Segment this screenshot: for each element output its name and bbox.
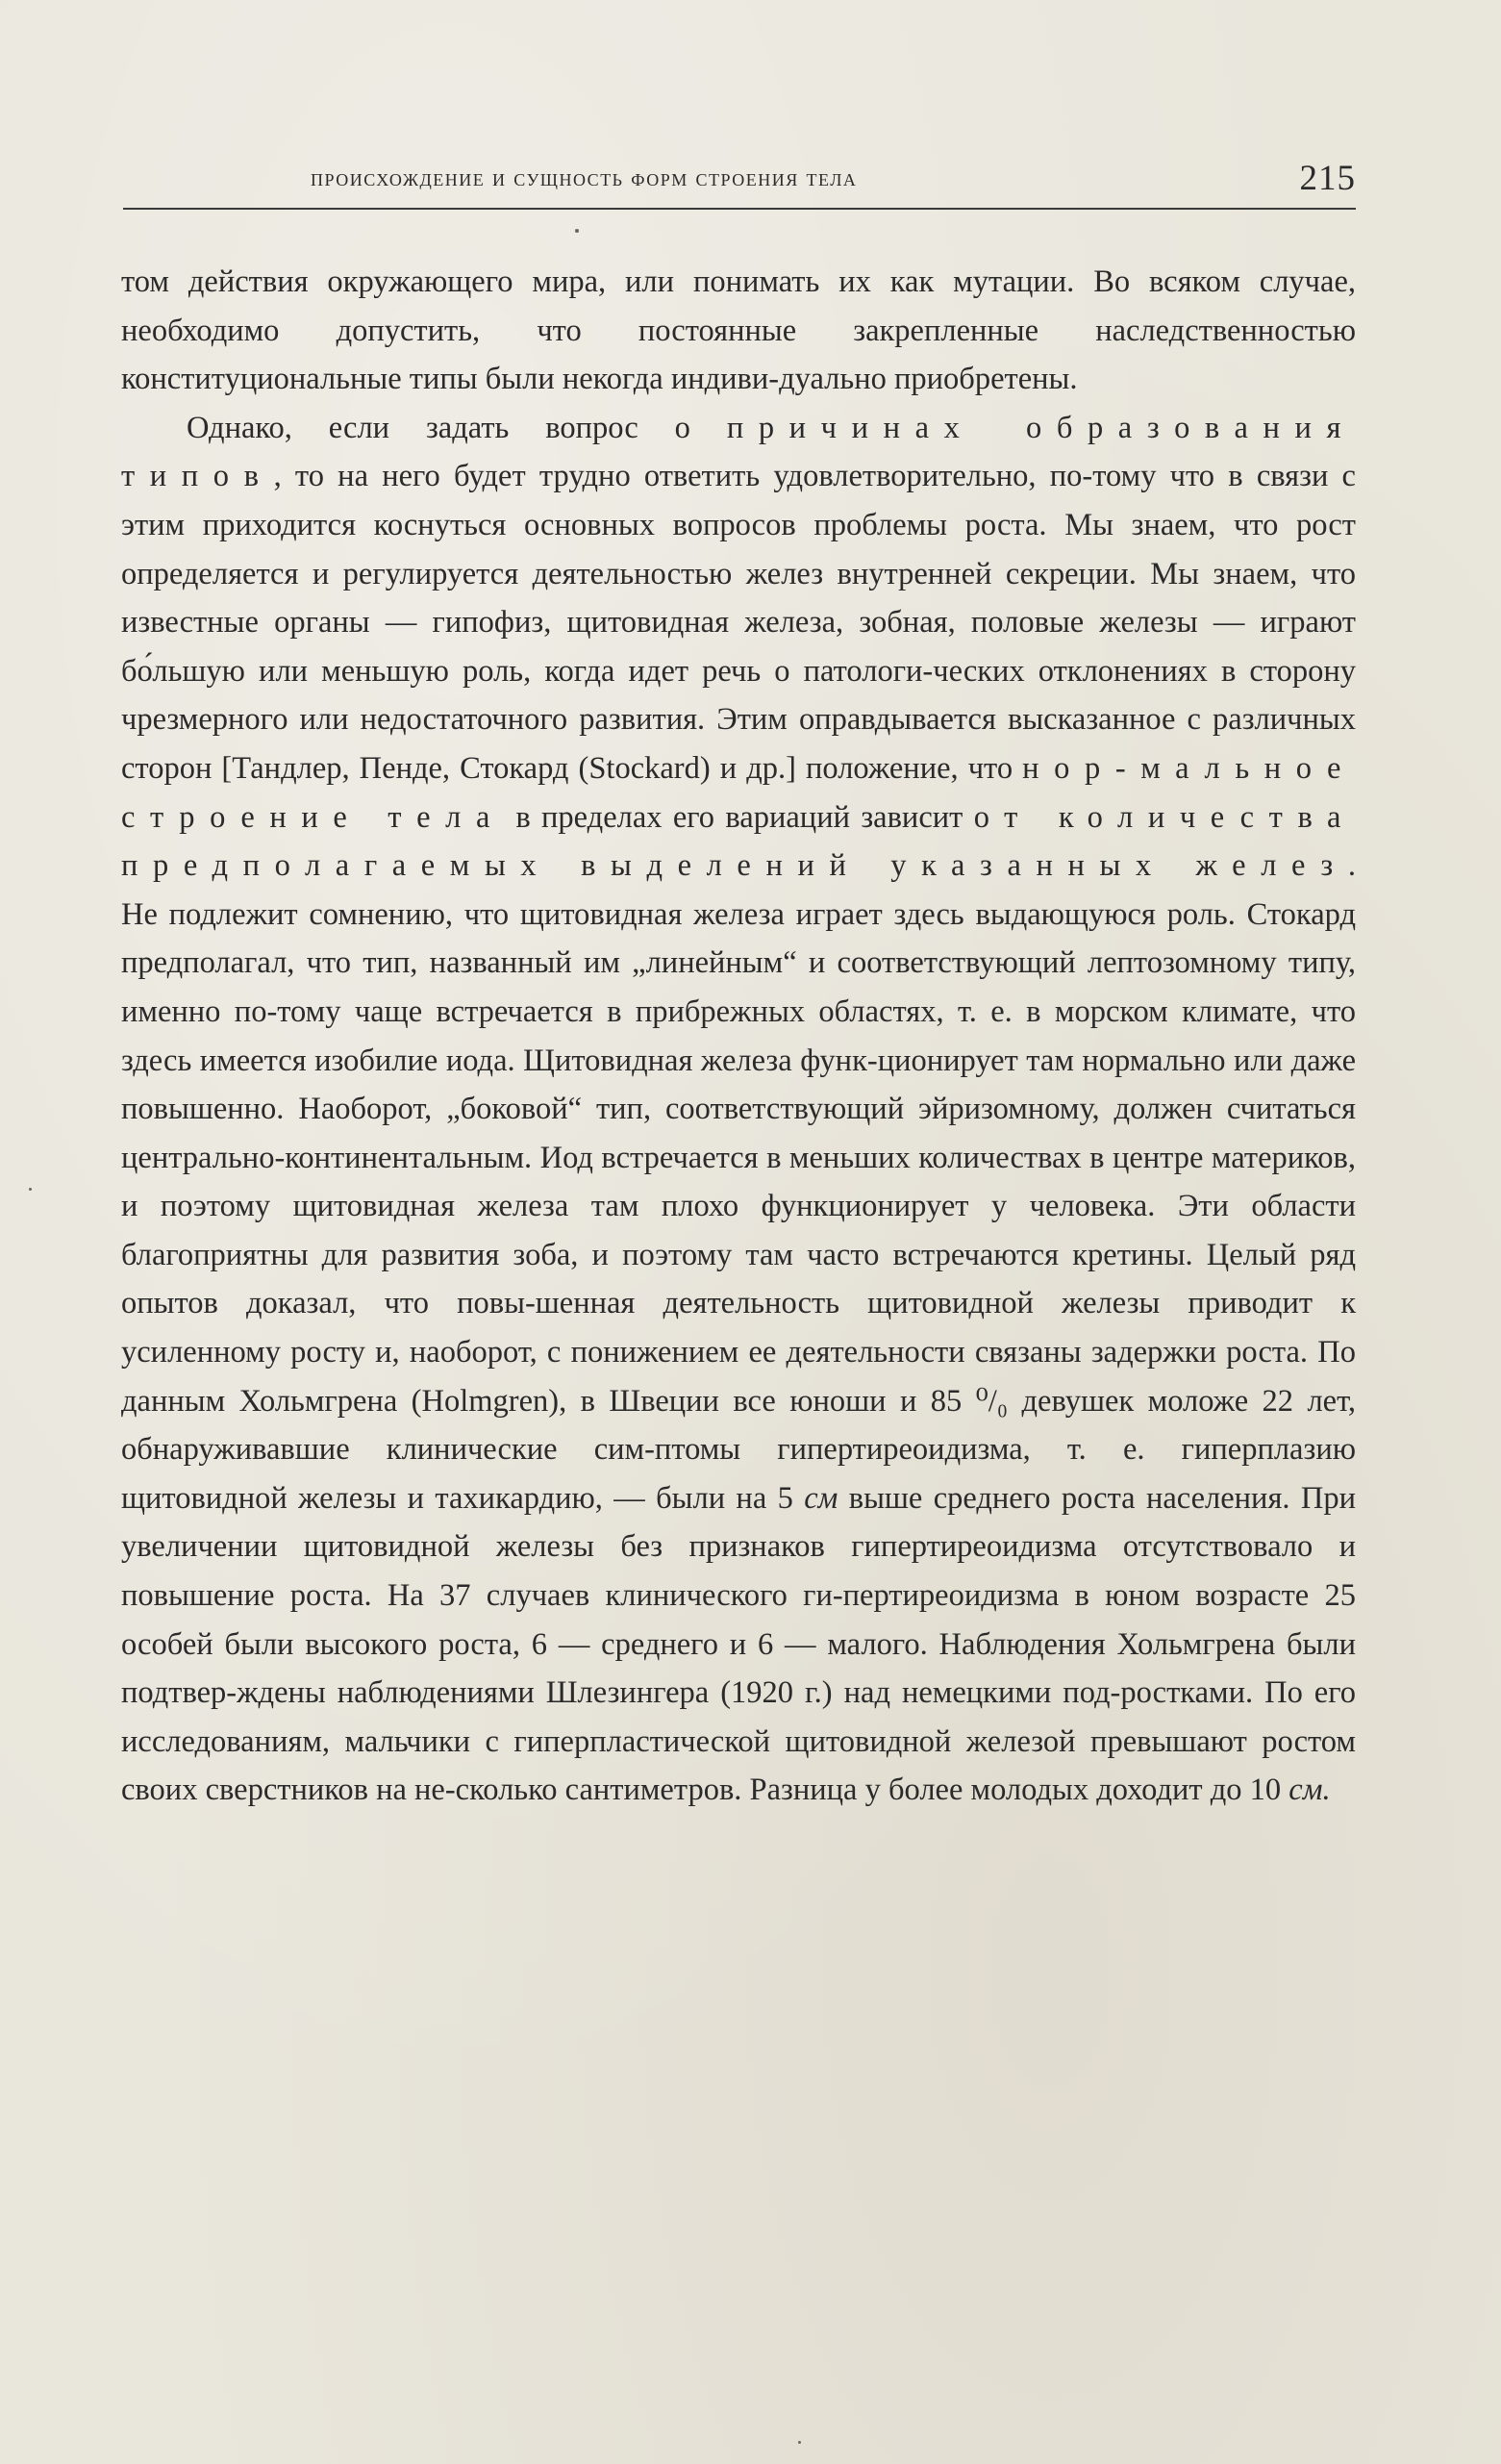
text-run: Однако, если задать вопрос о xyxy=(187,410,727,445)
text-run: , то на него будет трудно ответить удовлетворительно, по-тому что в связи с этим приходится коснуться основных вопросов проблемы роста. Мы знаем, что рост определяется и регулируется деятельностью желез внутренней секреции. Мы знаем, что известные органы — гипофиз, щитовидная железа, зобная, половые железы — играют бо́льшую или меньшую роль, когда идет речь о патологи-ческих отклонениях в сторону чрезмерного или недостаточного развития. Этим оправдывается высказанное с различных сторон [Тандлер, Пенде, Стокард (Stockard) и др.] положение, что xyxy=(121,459,1356,786)
spaced-emphasis: нор-мальное строение тела xyxy=(121,750,1356,835)
running-header xyxy=(123,156,1356,210)
italic-unit: см. xyxy=(1288,1773,1331,1808)
text-run: . Не подлежит сомнению, что щитовидная железа играет здесь выдающуюся роль. Стокард предполагал, что тип, названный им „линейным“ и соответствующий лептозомному типу, именно по-тому чаще встречается в прибрежных областях, т. е. в морском климате, что здесь имеется изобилие иода. Щитовидная железа функ-ционирует там нормально или даже повышенно. Наоборот, „боковой“ тип, соответствующий эйризомному, должен считаться центрально-континентальным. Иод встречается в меньших количествах в центре материков, и поэтому щитовидная железа там плохо функционирует у человека. Эти области благоприятны для развития зоба, и поэтому там часто встречаются кретины. Целый ряд опытов доказал, что повы-шенная деятельность щитовидной железы приводит к усиленному росту и, наоборот, с понижением ее деятельности связаны задержки роста. По данным Хольмгрена (Holmgren), в Швеции все юноши и 85 ⁰/₀ девушек моложе 22 лет, обнаруживавшие клинические сим-птомы гипертиреоидизма, т. е. гиперплазию щитовидной железы и тахикардию, — были на 5 xyxy=(121,848,1356,1516)
body-text xyxy=(121,258,1356,1815)
paper-speck xyxy=(798,2441,801,2444)
text-run: выше среднего роста населения. При увеличении щитовидной железы без признаков гипертиреоидизма отсутствовало и повышение роста. На 37 случаев клинического ги-пертиреоидизма в юном возрасте 25 особей были высокого роста, 6 — среднего и 6 — малого. Наблюдения Хольмгрена были подтвер-ждены наблюдениями Шлезингера (1920 г.) над немецкими под-ростками. По его исследованиям, мальчики с гиперпластической щитовидной железой превышают ростом своих сверстников на не-сколько сантиметров. Разница у более молодых доходит до 10 xyxy=(121,1480,1356,1808)
page-number: 215 xyxy=(1299,159,1356,198)
paper-speck xyxy=(575,229,579,233)
italic-unit: см xyxy=(804,1480,838,1516)
text-run: в пределах его вариаций зависит xyxy=(504,799,974,835)
spaced-emphasis: от количества предполагаемых выделений указанных желез xyxy=(121,799,1356,884)
running-title: происхождение и сущность форм строения тела xyxy=(311,165,858,191)
paragraph-2 xyxy=(121,404,1356,1815)
paragraph-1: том действия окружающего мира, или понимать их как мутации. Во всяком случае, необходимо допустить, что постоянные закрепленные наследственностью конституциональные типы были некогда индиви-дуально приобретены. xyxy=(121,264,1356,397)
paper-speck xyxy=(29,1188,32,1191)
spaced-emphasis: причинах образования типов xyxy=(121,410,1356,494)
